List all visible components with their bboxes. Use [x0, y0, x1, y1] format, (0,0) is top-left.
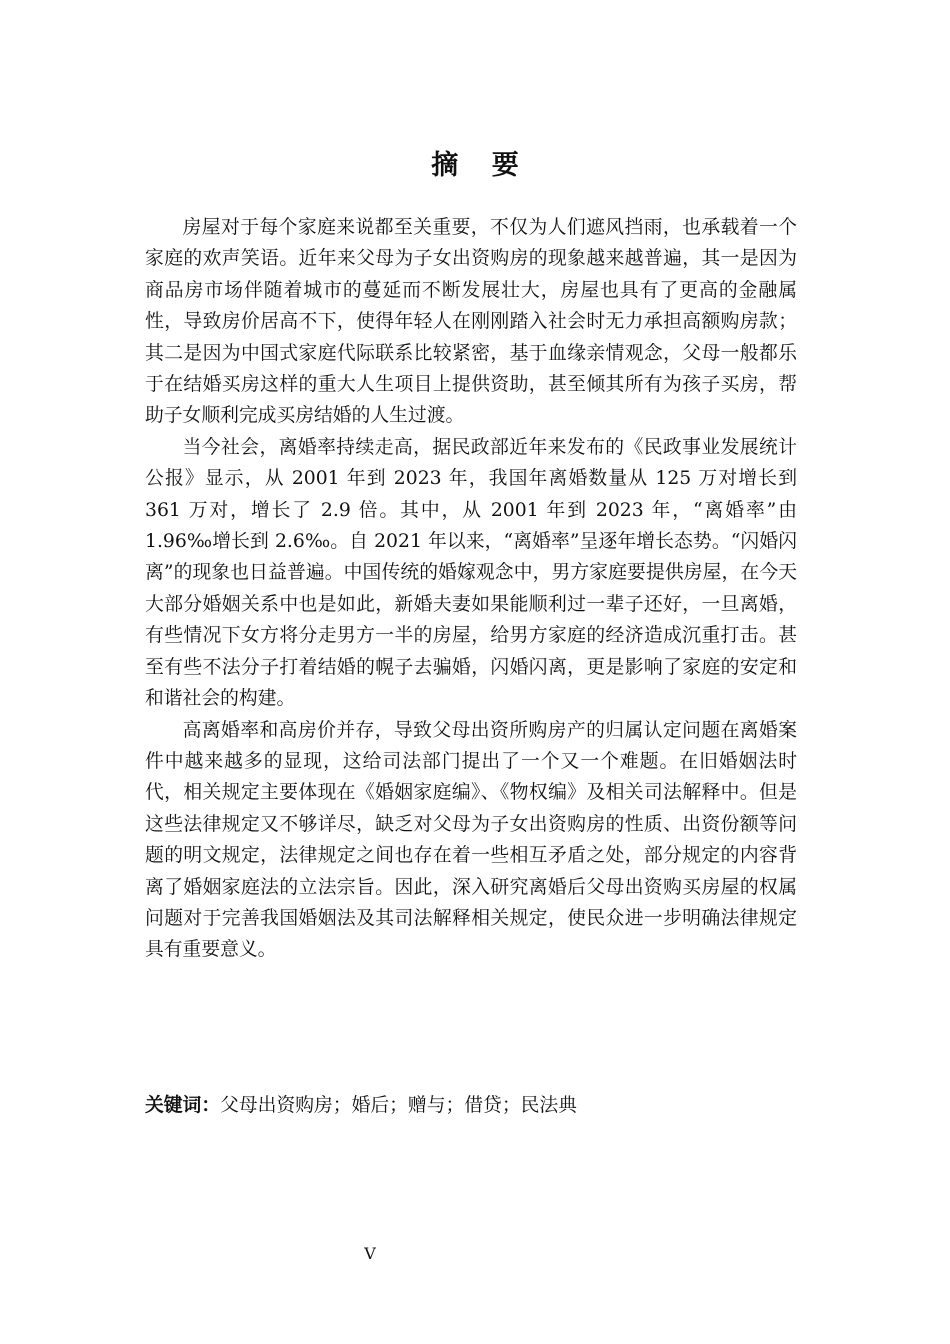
page-number: V: [364, 1244, 376, 1263]
keywords-label: 关键词：: [145, 1095, 221, 1116]
keywords-line: [145, 1090, 797, 1121]
abstract-paragraph-3: 高离婚率和高房价并存，导致父母出资所购房产的归属认定问题在离婚案件中越来越多的显现，这给司法部门提出了一个又一个难题。在旧婚姻法时代，相关规定主要体现在《婚姻家庭编》、《物权编》及相关司法解释中。但是这些法律规定又不够详尽，缺乏对父母为子女出资购房的性质、出资份额等问题的明文规定，法律规定之间也存在着一些相互矛盾之处，部分规定的内容背离了婚姻家庭法的立法宗旨。因此，深入研究离婚后父母出资购买房屋的权属问题对于完善我国婚姻法及其司法解释相关规定，使民众进一步明确法律规定具有重要意义。: [145, 719, 797, 961]
abstract-body: [145, 212, 797, 966]
abstract-title: 摘 要: [431, 150, 531, 181]
abstract-paragraph-2: 当今社会，离婚率持续走高，据民政部近年来发布的《民政事业发展统计公报》显示，从 2001 年到 2023 年，我国年离婚数量从 125 万对增长到 361 万对，增长了 2.9 倍。其中，从 2001 年到 2023 年，“离婚率”由 1.96‰增长到 2.6‰。自 2021 年以来，“离婚率”呈逐年增长态势。“闪婚闪离”的现象也日益普遍。中国传统的婚嫁观念中，男方家庭要提供房屋，在今天大部分婚姻关系中也是如此，新婚夫妻如果能顺利过一辈子还好，一旦离婚，有些情况下女方将分走男方一半的房屋，给男方家庭的经济造成沉重打击。甚至有些不法分子打着结婚的幌子去骗婚，闪婚闪离，更是影响了家庭的安定和和谐社会的构建。: [145, 436, 797, 710]
abstract-paragraph-1: 房屋对于每个家庭来说都至关重要，不仅为人们遮风挡雨，也承载着一个家庭的欢声笑语。近年来父母为子女出资购房的现象越来越普遍，其一是因为商品房市场伴随着城市的蔓延而不断发展壮大，房屋也具有了更高的金融属性，导致房价居高不下，使得年轻人在刚刚踏入社会时无力承担高额购房款；其二是因为中国式家庭代际联系比较紧密，基于血缘亲情观念，父母一般都乐于在结婚买房这样的重大人生项目上提供资助，甚至倾其所有为孩子买房，帮助子女顺利完成买房结婚的人生过渡。: [145, 217, 797, 427]
keywords-text: 父母出资购房；婚后；赠与；借贷；民法典: [220, 1095, 577, 1116]
